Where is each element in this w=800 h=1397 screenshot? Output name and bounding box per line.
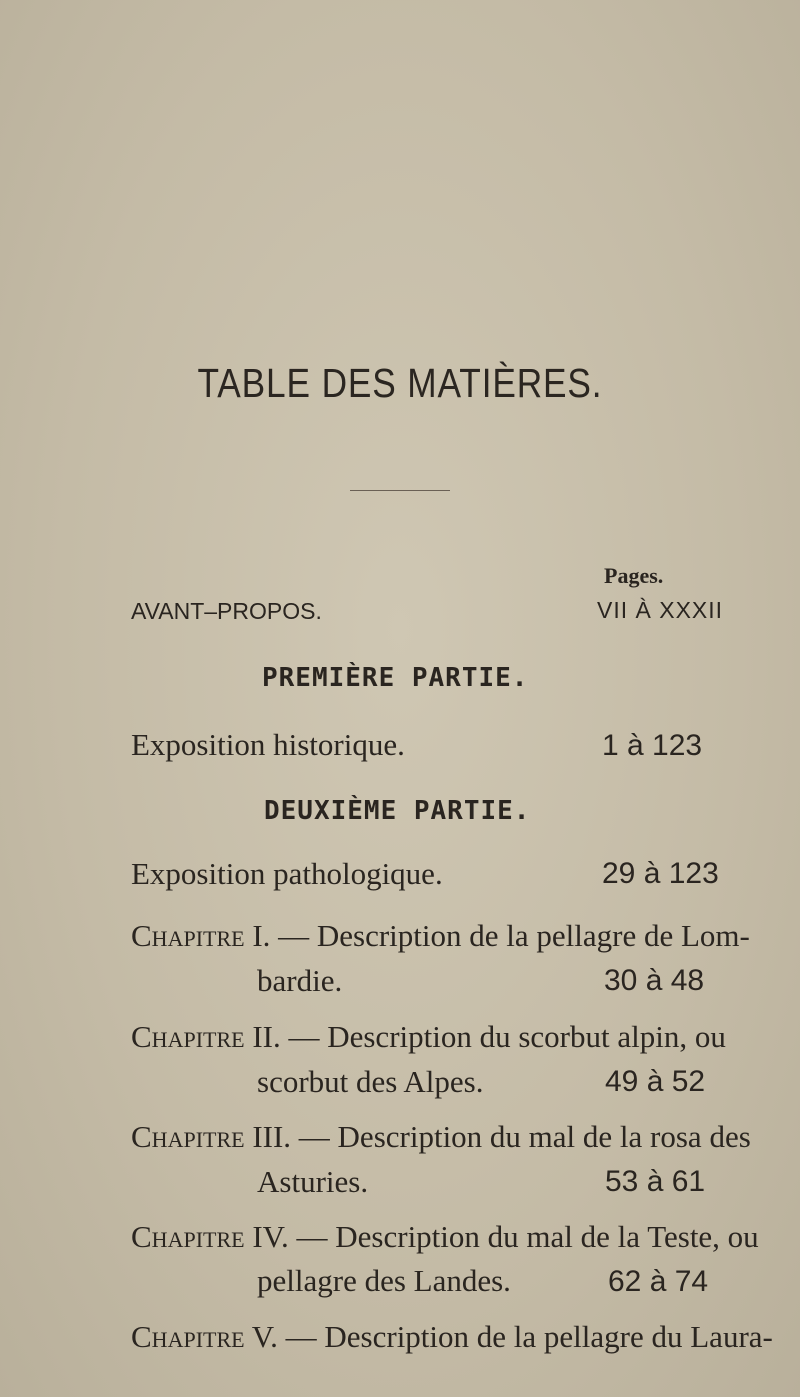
chapter-3-pages: 53 à 61	[605, 1165, 706, 1198]
chapter-1-line1	[131, 918, 750, 954]
chapter-2-pages: 49 à 52	[605, 1065, 706, 1098]
chapter-2-line1	[131, 1019, 726, 1055]
chapter-3-title-a: Description du mal de la rosa des	[337, 1119, 751, 1154]
page-title: TABLE DES MATIÈRES.	[197, 360, 603, 406]
part-two-entry-label: Exposition pathologique.	[131, 856, 443, 891]
chapter-2-prefix: Chapitre II. —	[131, 1019, 320, 1054]
chapter-2-title-a: Description du scorbut alpin, ou	[327, 1019, 726, 1054]
chapter-3-prefix: Chapitre III. —	[131, 1119, 330, 1154]
chapter-5-line1	[131, 1319, 773, 1355]
chapter-4-title-a: Description du mal de la Teste, ou	[335, 1219, 759, 1254]
part-two-heading: DEUXIÈME PARTIE.	[264, 796, 531, 826]
title-divider	[350, 490, 450, 491]
part-one-heading: PREMIÈRE PARTIE.	[262, 663, 529, 693]
chapter-4-line1	[131, 1219, 759, 1255]
chapter-5-title-a: Description de la pellagre du Laura-	[324, 1319, 773, 1354]
part-one-entry-label: Exposition historique.	[131, 727, 405, 762]
avant-propos-label: AVANT–PROPOS.	[131, 598, 322, 624]
chapter-2-line2: scorbut des Alpes.	[257, 1064, 484, 1099]
pages-column-header: Pages.	[604, 563, 664, 588]
part-two-entry-pages: 29 à 123	[602, 857, 719, 890]
part-one-entry-pages: 1 à 123	[602, 729, 703, 762]
chapter-4-line2: pellagre des Landes.	[257, 1263, 511, 1298]
chapter-1-prefix: Chapitre I. —	[131, 918, 310, 953]
chapter-1-title-a: Description de la pellagre de Lom-	[316, 918, 750, 953]
chapter-3-line2: Asturies.	[257, 1164, 369, 1199]
chapter-1-line2: bardie.	[257, 963, 343, 998]
chapter-4-pages: 62 à 74	[608, 1265, 709, 1298]
avant-propos-pages: VII À XXXII	[597, 597, 724, 623]
chapter-4-prefix: Chapitre IV. —	[131, 1219, 328, 1254]
chapter-3-line1	[131, 1119, 751, 1155]
chapter-5-prefix: Chapitre V. —	[131, 1319, 317, 1354]
chapter-1-pages: 30 à 48	[604, 964, 705, 997]
